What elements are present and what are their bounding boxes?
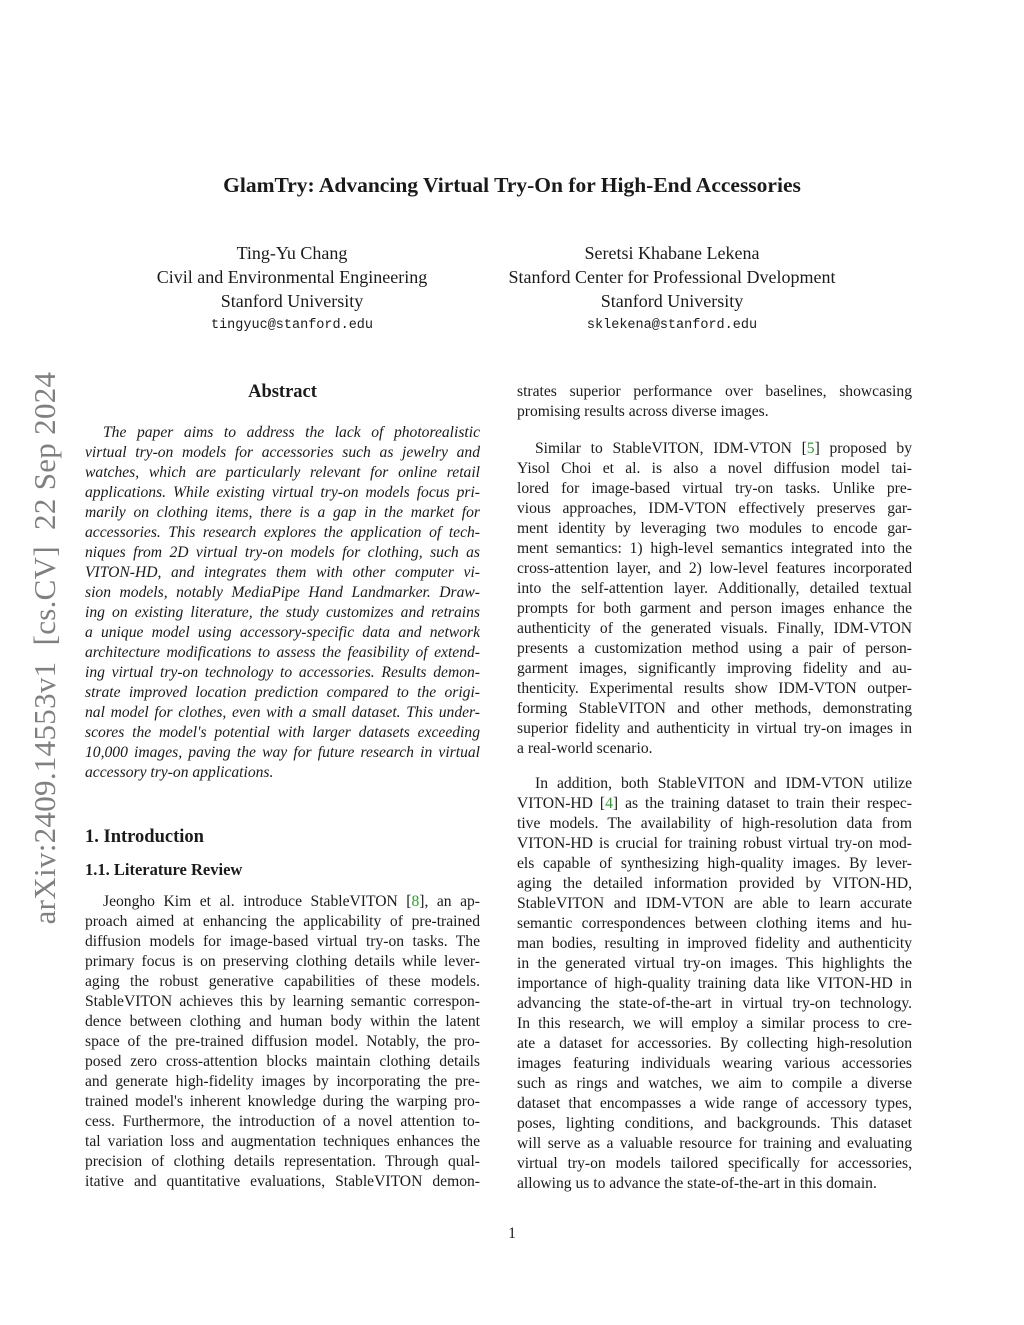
text-line: VITON-HD is crucial for training robust virtual try-on mod- <box>517 835 912 852</box>
text-line: superior fidelity and authenticity in virtual try-on images in <box>517 720 912 737</box>
text-line: diffusion models for image-based virtual try-on tasks. The <box>85 933 480 950</box>
citation-link[interactable]: 8 <box>411 893 420 910</box>
text-line: primary focus is on preserving clothing details while lever- <box>85 953 480 970</box>
text-line: allowing us to advance the state-of-the-art in this domain. <box>517 1175 877 1192</box>
author-block-2 <box>462 241 882 339</box>
text-line: architecture modifications to assess the feasibility of extend- <box>85 644 480 661</box>
text-line: such as rings and watches, we aim to compile a diverse <box>517 1075 912 1092</box>
text-line: authenticity of the generated visuals. Finally, IDM-VTON <box>517 620 912 637</box>
text-line: a real-world scenario. <box>517 740 653 757</box>
text-line: man bodies, resulting in improved fidelity and authenticity <box>517 935 912 952</box>
section-heading-introduction: 1. Introduction <box>85 827 204 847</box>
paragraph-continued <box>517 382 912 422</box>
text-line: vious approaches, IDM-VTON effectively preserves gar- <box>517 500 912 517</box>
author-university: Stanford University <box>220 291 364 311</box>
text-line: accessory try-on applications. <box>85 764 274 781</box>
text-line: prompts for both garment and person images enhance the <box>517 600 912 617</box>
text-line: els capable of synthesizing high-quality images. By lever- <box>517 855 912 872</box>
text-line: in the generated virtual try-on images. This highlights the <box>517 955 912 972</box>
author-block-1 <box>82 241 502 339</box>
text-line: cess. Furthermore, the introduction of a novel attention to- <box>85 1113 480 1130</box>
text-line: cross-attention layer, and 2) low-level features incorporated <box>517 560 912 577</box>
text-line: a unique model using accessory-specific data and network <box>85 624 480 641</box>
text-line: virtual try-on models for accessories such as jewelry and <box>85 444 480 461</box>
text-line: tal variation loss and augmentation techniques enhances the <box>85 1133 480 1150</box>
author-email: sklekena@stanford.edu <box>586 318 758 333</box>
text-line: will serve as a valuable resource for training and evaluating <box>517 1135 912 1152</box>
text-line: garment images, significantly improving fidelity and au- <box>517 660 912 677</box>
text-line: In addition, both StableVITON and IDM-VTON utilize <box>535 775 912 792</box>
text-line: importance of high-quality training data like VITON-HD in <box>517 975 912 992</box>
subsection-heading-literature-review: 1.1. Literature Review <box>85 860 243 879</box>
text-line: images featuring individuals wearing various accessories <box>517 1055 912 1072</box>
text-line: aging the detailed information provided by VITON-HD, <box>517 875 912 892</box>
text-line: watches, which are particularly relevant for online retail <box>85 464 480 481</box>
paper-title: GlamTry: Advancing Virtual Try-On for High-End Accessories <box>223 173 801 197</box>
author-email: tingyuc@stanford.edu <box>210 318 374 333</box>
text-line: presents a customization method using a pair of person- <box>517 640 912 657</box>
text-line: and generate high-fidelity images by incorporating the pre- <box>85 1073 480 1090</box>
text-line: precision of clothing details representation. Through qual- <box>85 1153 480 1170</box>
text-line: nal model for clothes, even with a small dataset. This under- <box>85 704 480 721</box>
text-line: StableVITON achieves this by learning semantic correspon- <box>85 993 480 1010</box>
paragraph-training-dataset <box>517 774 912 1194</box>
citation-link[interactable]: 4 <box>605 795 613 812</box>
author-name: Ting-Yu Chang <box>236 243 348 263</box>
text-line: scores the model's potential with larger datasets exceeding <box>85 724 480 741</box>
author-university: Stanford University <box>600 291 744 311</box>
paragraph-idm-vton <box>517 439 912 759</box>
text-line: space of the pre-trained diffusion model. Notably, the pro- <box>85 1033 480 1050</box>
text-line: ment semantics: 1) high-level semantics integrated into the <box>517 540 912 557</box>
text-line: strates superior performance over baselines, showcasing <box>517 383 912 400</box>
text-line: into the self-attention layer. Additionally, detailed textual <box>517 580 912 597</box>
right-column <box>517 382 912 1194</box>
text-line: lored for image-based virtual try-on tasks. Unlike pre- <box>517 480 912 497</box>
author-department: Civil and Environmental Engineering <box>156 267 428 287</box>
literature-review-paragraph <box>85 892 480 1192</box>
text-line: promising results across diverse images. <box>517 403 769 420</box>
text-line: posed zero cross-attention blocks maintain clothing details <box>85 1053 480 1070</box>
text-line: StableVITON and IDM-VTON are able to learn accurate <box>517 895 912 912</box>
author-department: Stanford Center for Professional Dvelopment <box>508 267 836 287</box>
text-line: VITON-HD [4] as the training dataset to train their respec- <box>517 795 912 812</box>
text-line: niques from 2D virtual try-on models for clothing, such as <box>85 544 480 561</box>
text-line: VITON-HD, and integrates them with other computer vi- <box>85 564 480 581</box>
text-line: semantic correspondences between clothing items and hu- <box>517 915 912 932</box>
text-line: ment identity by leveraging two modules to encode gar- <box>517 520 912 537</box>
text-line: In this research, we will employ a similar process to cre- <box>517 1015 912 1032</box>
text-line: itative and quantitative evaluations, StableVITON demon- <box>85 1173 480 1190</box>
text-line: 10,000 images, paving the way for future research in virtual <box>85 744 480 761</box>
text-line: tive models. The availability of high-resolution data from <box>517 815 912 832</box>
page-number: 1 <box>508 1225 516 1242</box>
abstract-body <box>85 423 480 783</box>
text-line: aging the robust generative capabilities of these models. <box>85 973 480 990</box>
text-line: The paper aims to address the lack of photorealistic <box>103 424 480 441</box>
left-column <box>85 380 480 1192</box>
text-line: sion models, notably MediaPipe Hand Landmarker. Draw- <box>85 584 480 601</box>
text-line: virtual try-on models tailored specifically for accessories, <box>517 1155 912 1172</box>
text-line: Yisol Choi et al. is also a novel diffusion model tai- <box>517 460 912 477</box>
text-line: strate improved location prediction compared to the origi- <box>85 684 480 701</box>
text-line: ing on existing literature, the study customizes and retrains <box>85 604 480 621</box>
text-line: poses, lighting conditions, and backgrounds. This dataset <box>517 1115 912 1132</box>
text-line: dataset that encompasses a wide range of accessory types, <box>517 1095 912 1112</box>
text-line: Jeongho Kim et al. introduce StableVITON [8], an ap- <box>103 893 480 910</box>
text-line: accessories. This research explores the application of tech- <box>85 524 480 541</box>
text-line: Similar to StableVITON, IDM-VTON [5] proposed by <box>535 440 912 457</box>
text-line: thenticity. Experimental results show IDM-VTON outper- <box>517 680 912 697</box>
citation-link[interactable]: 5 <box>806 440 815 457</box>
text-line: marily on clothing items, there is a gap in the market for <box>85 504 480 521</box>
text-line: forming StableVITON and other methods, demonstrating <box>517 700 912 717</box>
text-line: trained model's inherent knowledge during the warping pro- <box>85 1093 480 1110</box>
text-line: dence between clothing and human body within the latent <box>85 1013 480 1030</box>
arxiv-identifier: arXiv:2409.14553v1 [cs.CV] 22 Sep 2024 <box>27 371 62 925</box>
text-line: applications. While existing virtual try-on models focus pri- <box>85 484 480 501</box>
author-name: Seretsi Khabane Lekena <box>584 243 760 263</box>
text-line: proach aimed at enhancing the applicability of pre-trained <box>85 913 480 930</box>
text-line: ing virtual try-on technology to accessories. Results demon- <box>85 664 480 681</box>
text-line: advancing the state-of-the-art in virtual try-on technology. <box>517 995 912 1012</box>
text-line: ate a dataset for accessories. By collecting high-resolution <box>517 1035 912 1052</box>
abstract-heading: Abstract <box>248 382 317 402</box>
